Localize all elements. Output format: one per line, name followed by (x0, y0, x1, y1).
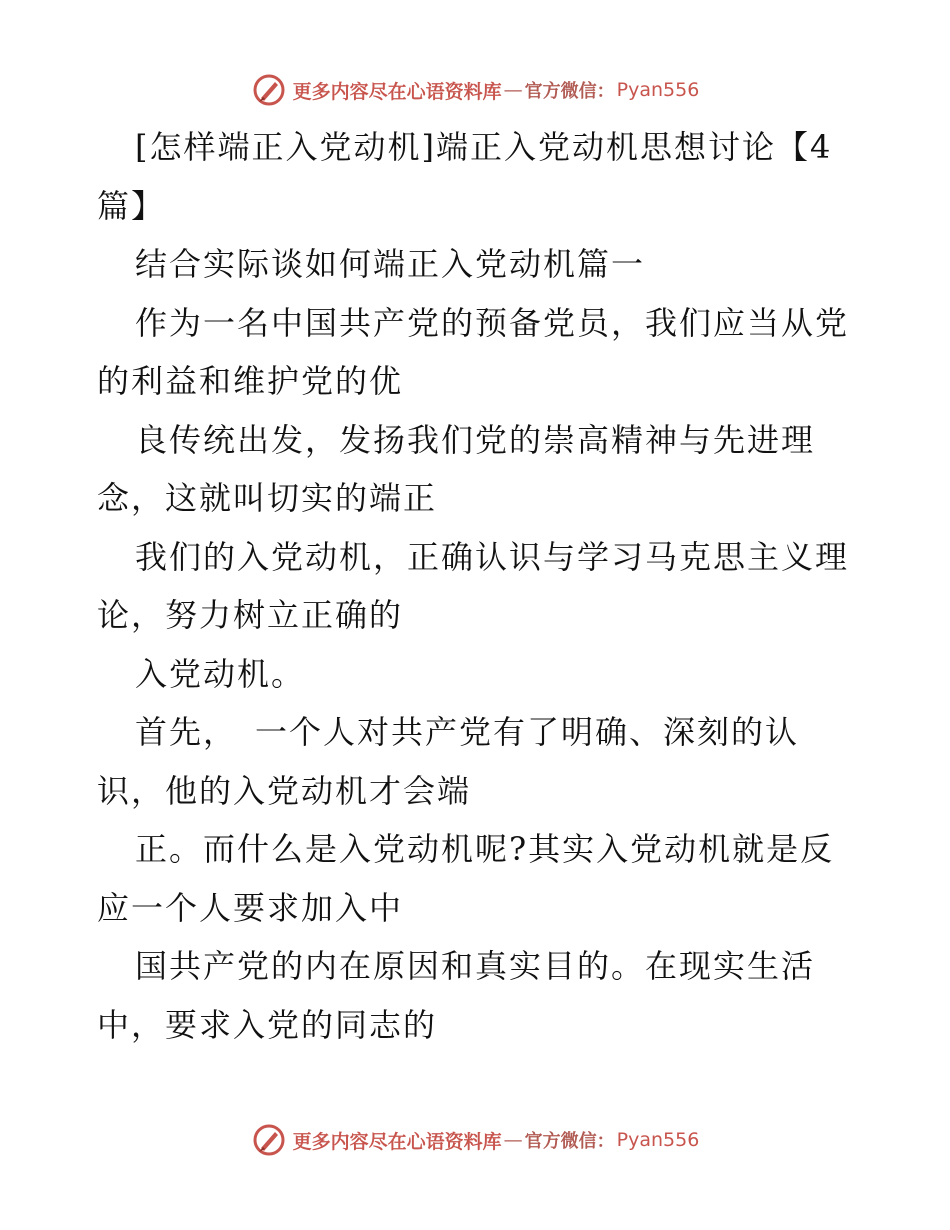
document-title-line-2: 篇】 (97, 186, 166, 225)
paragraph-line: 良传统出发，发扬我们党的崇高精神与先进理 (135, 420, 816, 459)
footer-wechat-label: 官方微信： (524, 1131, 615, 1152)
header-wechat-label: 官方微信： (524, 81, 615, 102)
paragraph-line: 的利益和维护党的优 (97, 362, 404, 400)
footer-watermark-text: 更多内容尽在心语资料库 (292, 1130, 502, 1153)
paragraph-line: 识，他的入党动机才会端 (97, 771, 472, 810)
paragraph-line: 国共产党的内在原因和真实目的。在现实生活 (135, 947, 816, 985)
document-title-line-1: [怎样端正入党动机]端正入党动机思想讨论【4 (135, 128, 833, 166)
paragraph-line: 中，要求入党的同志的 (97, 1005, 438, 1044)
paragraph-line: 入党动机。 (135, 654, 306, 693)
document-body (97, 118, 857, 1054)
footer-wechat-id: Pyan556 (616, 1129, 700, 1151)
header-watermark-text: 更多内容尽在心语资料库 (292, 80, 502, 103)
brand-logo-icon (251, 1122, 287, 1158)
paragraph-line: 结合实际谈如何端正入党动机篇一 (135, 245, 646, 283)
paragraph-line: 我们的入党动机，正确认识与学习马克思主义理 (135, 537, 850, 576)
paragraph-line: 首先， 一个人对共产党有了明确、深刻的认 (135, 713, 800, 751)
paragraph-line: 应一个人要求加入中 (97, 888, 404, 927)
paragraph-line: 作为一名中国共产党的预备党员，我们应当从党 (135, 303, 850, 342)
paragraph-line: 正。而什么是入党动机呢?其实入党动机就是反 (135, 830, 835, 868)
paragraph-line: 论，努力树立正确的 (97, 596, 404, 634)
paragraph-line: 念，这就叫切实的端正 (97, 479, 438, 517)
header-wechat-id: Pyan556 (616, 79, 700, 101)
brand-logo-icon (251, 72, 287, 108)
header-watermark (0, 70, 950, 110)
footer-separator: — (503, 1129, 523, 1151)
paragraph-lines (97, 235, 857, 1054)
footer-watermark (0, 1120, 950, 1160)
header-separator: — (503, 79, 523, 101)
